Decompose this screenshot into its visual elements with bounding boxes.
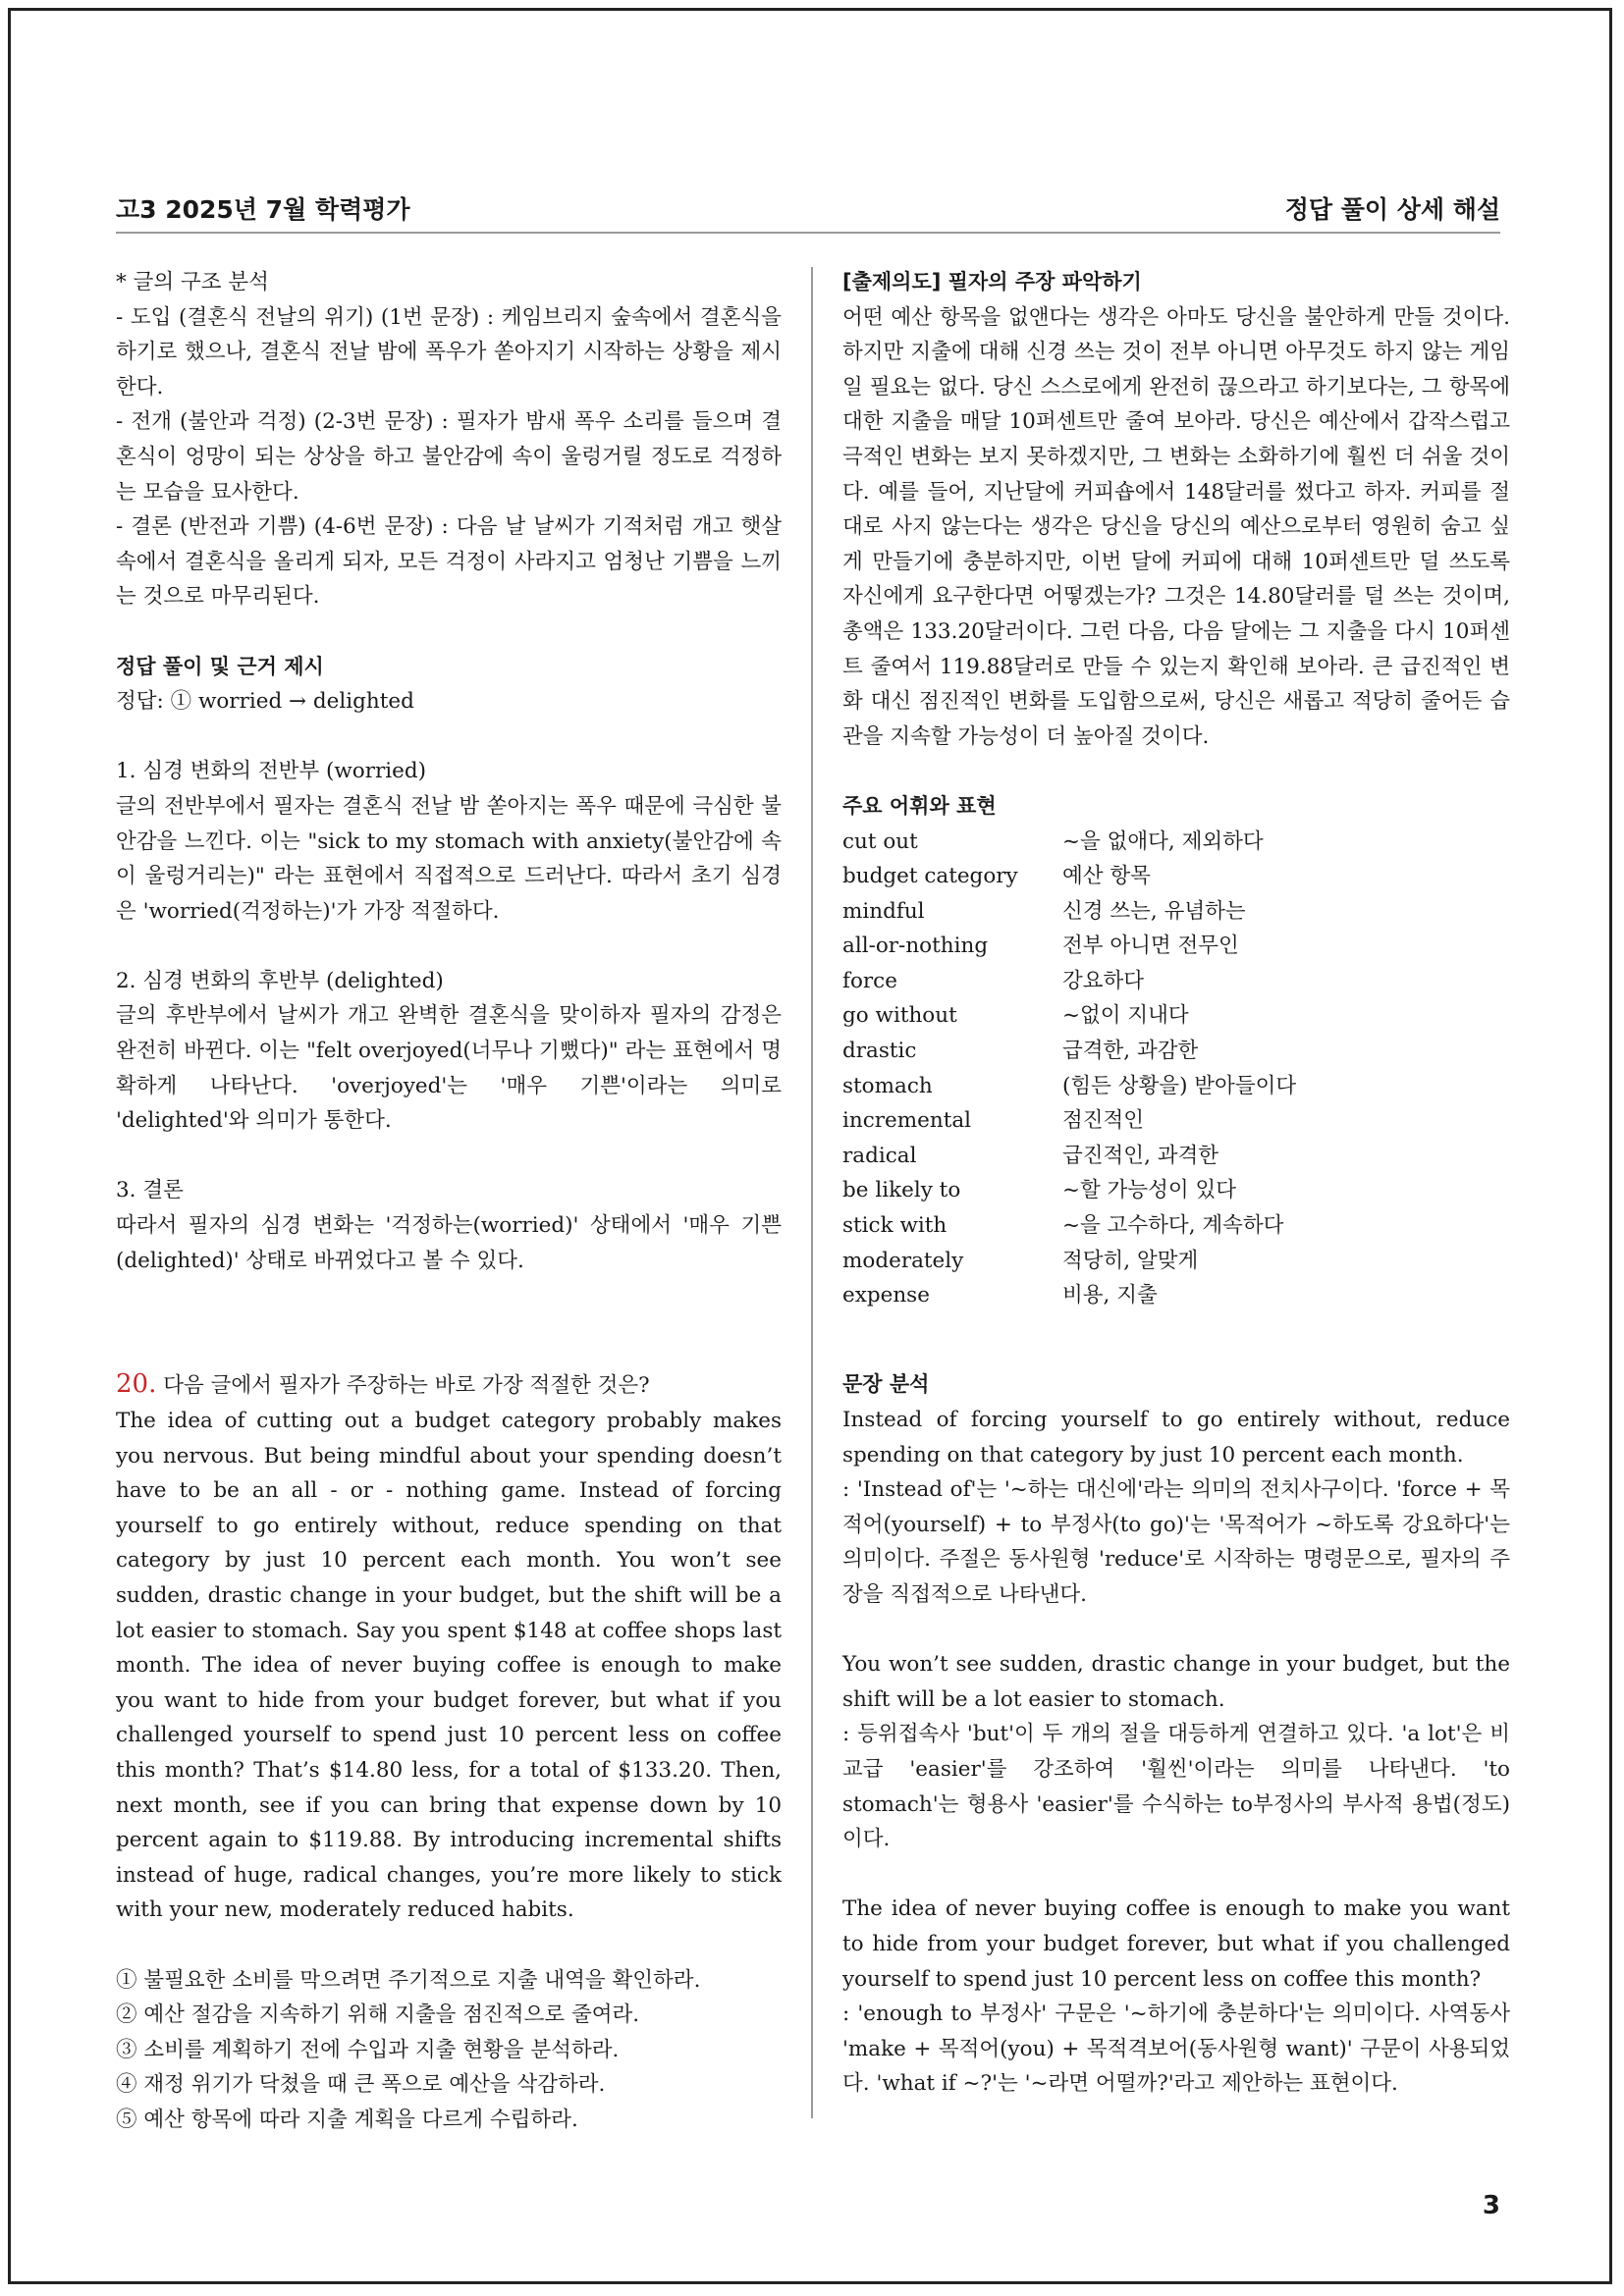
page-number: 3 (1482, 2191, 1500, 2220)
point3-title: 3. 결론 (116, 1178, 184, 1203)
vocab-ko: 급격한, 과감한 (1062, 1039, 1199, 1064)
vocab-ko: 강요하다 (1062, 968, 1145, 993)
vocab-en: force (842, 968, 897, 993)
left-column (116, 265, 782, 2137)
vocab-item (842, 1103, 1510, 1139)
vocab-en: incremental (842, 1108, 972, 1134)
vocab-en: budget category (842, 864, 1018, 889)
vocab-item (842, 1208, 1510, 1244)
vocab-en: cut out (842, 828, 918, 854)
sentence-3-note: : 'enough to 부정사' 구문은 '~하기에 충분하다'는 의미이다. 사역동사 'make + 목적어(you) + 목적격보어(동사원형 want)' 구문이 사용되었다. 'what if ~?'는 '~라면 어떨까?'라고 제안하는 표현이다. (842, 2002, 1510, 2097)
vocab-item (842, 894, 1510, 930)
vocab-item (842, 859, 1510, 894)
vocab-en: drastic (842, 1039, 917, 1064)
vocab-ko: ~을 고수하다, 계속하다 (1062, 1213, 1284, 1239)
sentence-1-note: : 'Instead of'는 '~하는 대신에'라는 의미의 전치사구이다. 'force + 목적어(yourself) + to 부정사(to go)'는 '목적어가 ~하도록 강요하다'는 의미이다. 주절은 동사원형 'reduce'로 시작하는 명령문으로, 필자의 주장을 직접적으로 나타낸다. (842, 1477, 1510, 1607)
vocab-item (842, 998, 1510, 1034)
page-header (116, 188, 1500, 234)
point3-body: 따라서 필자의 심경 변화는 '걱정하는(worried)' 상태에서 '매우 기쁜(delighted)' 상태로 바뀌었다고 볼 수 있다. (116, 1213, 782, 1273)
vocab-ko: 점진적인 (1062, 1108, 1145, 1134)
vocab-item (842, 1139, 1510, 1174)
choice-1: ① 불필요한 소비를 막으려면 주기적으로 지출 내역을 확인하라. (116, 1967, 701, 1993)
vocab-ko: 예산 항목 (1062, 864, 1151, 889)
translation: 어떤 예산 항목을 없앤다는 생각은 아마도 당신을 불안하게 만들 것이다. 하지만 지출에 대해 신경 쓰는 것이 전부 아니면 아무것도 하지 않는 게임일 필요는 없다. 당신 스스로에게 완전히 끊으라고 하기보다는, 그 항목에 대한 지출을 매달 10퍼센트만 줄여 보아라. 당신은 예산에서 갑작스럽고 극적인 변화는 보지 못하겠지만, 그 변화는 소화하기에 훨씬 더 쉬울 것이다. 예를 들어, 지난달에 커피숍에서 148달러를 썼다고 하자. 커피를 절대로 사지 않는다는 생각은 당신을 당신의 예산으로부터 영원히 숨고 싶게 만들기에 충분하지만, 이번 달에 커피에 대해 10퍼센트만 덜 쓰도록 자신에게 요구한다면 어떻겠는가? 그것은 14.80달러를 덜 쓰는 것이며, 총액은 133.20달러이다. 그런 다음, 다음 달에는 그 지출을 다시 10퍼센트 줄여서 119.88달러로 만들 수 있는지 확인해 보아라. 큰 급진적인 변화 대신 점진적인 변화를 도입함으로써, 당신은 새롭고 적당히 줄어든 습관을 지속할 가능성이 더 높아질 것이다. (842, 304, 1510, 749)
analysis-heading: 문장 분석 (842, 1372, 930, 1397)
vocab-item (842, 1278, 1510, 1313)
vocab-en: expense (842, 1283, 930, 1308)
vocab-ko: 급진적인, 과격한 (1062, 1143, 1219, 1168)
vocab-ko: 전부 아니면 전무인 (1062, 934, 1239, 959)
vocab-ko: ~할 가능성이 있다 (1062, 1178, 1237, 1203)
choice-5: ⑤ 예산 항목에 따라 지출 계획을 다르게 수립하라. (116, 2107, 578, 2132)
structure-intro: - 도입 (결혼식 전날의 위기) (1번 문장) : 케임브리지 숲속에서 결혼식을 하기로 했으나, 결혼식 전날 밤에 폭우가 쏟아지기 시작하는 상황을 제시한다. (116, 304, 782, 400)
point1-title: 1. 심경 변화의 전반부 (worried) (116, 759, 427, 784)
vocab-ko: ~없이 지내다 (1062, 1003, 1189, 1029)
vocab-item (842, 825, 1510, 860)
column-divider (811, 267, 813, 2118)
answer-heading: 정답 풀이 및 근거 제시 (116, 654, 324, 678)
vocab-en: stomach (842, 1073, 933, 1098)
structure-heading: * 글의 구조 분석 (116, 270, 269, 294)
vocab-en: moderately (842, 1248, 964, 1273)
question-line (116, 1367, 782, 1404)
choice-4: ④ 재정 위기가 닥쳤을 때 큰 폭으로 예산을 삭감하라. (116, 2072, 606, 2098)
vocab-ko: (힘든 상황을) 받아들이다 (1062, 1073, 1297, 1098)
vocab-heading: 주요 어휘와 표현 (842, 793, 997, 818)
vocab-item (842, 1244, 1510, 1279)
point2-body: 글의 후반부에서 날씨가 개고 완벽한 결혼식을 맞이하자 필자의 감정은 완전히 바뀐다. 이는 "felt overjoyed(너무나 기뻤다)" 라는 표현에서 명확하게 나타난다. 'overjoyed'는 '매우 기쁜'이라는 의미로 'delighted'와 의미가 통한다. (116, 1003, 782, 1134)
vocab-en: all-or-nothing (842, 934, 989, 959)
vocab-en: go without (842, 1003, 957, 1029)
choice-3: ③ 소비를 계획하기 전에 수입과 지출 현황을 분석하라. (116, 2037, 620, 2062)
vocab-item (842, 929, 1510, 964)
intent-heading: [출제의도] 필자의 주장 파악하기 (842, 270, 1142, 294)
vocab-ko: ~을 없애다, 제외하다 (1062, 828, 1264, 854)
vocab-en: radical (842, 1143, 917, 1168)
exam-title: 고3 2025년 7월 학력평가 (116, 195, 410, 224)
right-column (842, 265, 1510, 2102)
sentence-1: Instead of forcing yourself to go entirely without, reduce spending on that category by just 10 percent each month. (842, 1408, 1510, 1468)
vocab-ko: 적당히, 알맞게 (1062, 1248, 1199, 1273)
vocab-en: stick with (842, 1213, 947, 1239)
section-title: 정답 풀이 상세 해설 (1284, 195, 1500, 224)
vocab-item (842, 964, 1510, 999)
question-number: 20. (116, 1369, 157, 1400)
sentence-2: You won’t see sudden, drastic change in your budget, but the shift will be a lot easier to stomach. (842, 1652, 1510, 1712)
vocab-ko: 비용, 지출 (1062, 1283, 1158, 1308)
structure-develop: - 전개 (불안과 걱정) (2-3번 문장) : 필자가 밤새 폭우 소리를 들으며 결혼식이 엉망이 되는 상상을 하고 불안감에 속이 울렁거릴 정도로 걱정하는 모습을 묘사한다. (116, 409, 782, 505)
point2-title: 2. 심경 변화의 후반부 (delighted) (116, 968, 444, 993)
answer-line: 정답: ① worried → delighted (116, 689, 414, 715)
sentence-3: The idea of never buying coffee is enough to make you want to hide from your budget forever, but what if you challenged yourself to spend just 10 percent less on coffee this month? (842, 1896, 1510, 1992)
sentence-2-note: : 등위접속사 'but'이 두 개의 절을 대등하게 연결하고 있다. 'a lot'은 비교급 'easier'를 강조하여 '훨씬'이라는 의미를 나타낸다. 'to stomach'는 형용사 'easier'를 수식하는 to부정사의 부사적 용법(정도)이다. (842, 1722, 1510, 1852)
point1-body: 글의 전반부에서 필자는 결혼식 전날 밤 쏟아지는 폭우 때문에 극심한 불안감을 느낀다. 이는 "sick to my stomach with anxiety(불안감에 속이 울렁거리는)" 라는 표현에서 직접적으로 드러난다. 따라서 초기 심경은 'worried(걱정하는)'가 가장 적절하다. (116, 793, 782, 924)
choice-2: ② 예산 절감을 지속하기 위해 지출을 점진적으로 줄여라. (116, 2002, 640, 2028)
vocab-item (842, 1173, 1510, 1208)
vocab-en: be likely to (842, 1178, 961, 1203)
vocab-item (842, 1034, 1510, 1069)
question-prompt: 다음 글에서 필자가 주장하는 바로 가장 적절한 것은? (156, 1373, 650, 1399)
vocab-en: mindful (842, 898, 925, 924)
structure-conclusion: - 결론 (반전과 기쁨) (4-6번 문장) : 다음 날 날씨가 기적처럼 개고 햇살 속에서 결혼식을 올리게 되자, 모든 걱정이 사라지고 엄청난 기쁨을 느끼는 것으로 마무리된다. (116, 514, 782, 610)
vocab-item (842, 1069, 1510, 1104)
vocab-ko: 신경 쓰는, 유념하는 (1062, 898, 1246, 924)
question-passage: The idea of cutting out a budget category probably makes you nervous. But being mindful about your spending doesn’t have to be an all - or - nothing game. Instead of forcing yourself to go entirely without, reduce spending on that category by just 10 percent each month. You won’t see sudden, drastic change in your budget, but the shift will be a lot easier to stomach. Say you spent $148 at coffee shops last month. The idea of never buying coffee is enough to make you want to hide from your budget forever, but what if you challenged yourself to spend just 10 percent less on coffee this month? That’s $14.80 less, for a total of $133.20. Then, next month, see if you can bring that expense down by 10 percent again to $119.88. By introducing incremental shifts instead of huge, radical changes, you’re more likely to stick with your new, moderately reduced habits. (116, 1409, 782, 1923)
vocab-list (842, 825, 1510, 1313)
